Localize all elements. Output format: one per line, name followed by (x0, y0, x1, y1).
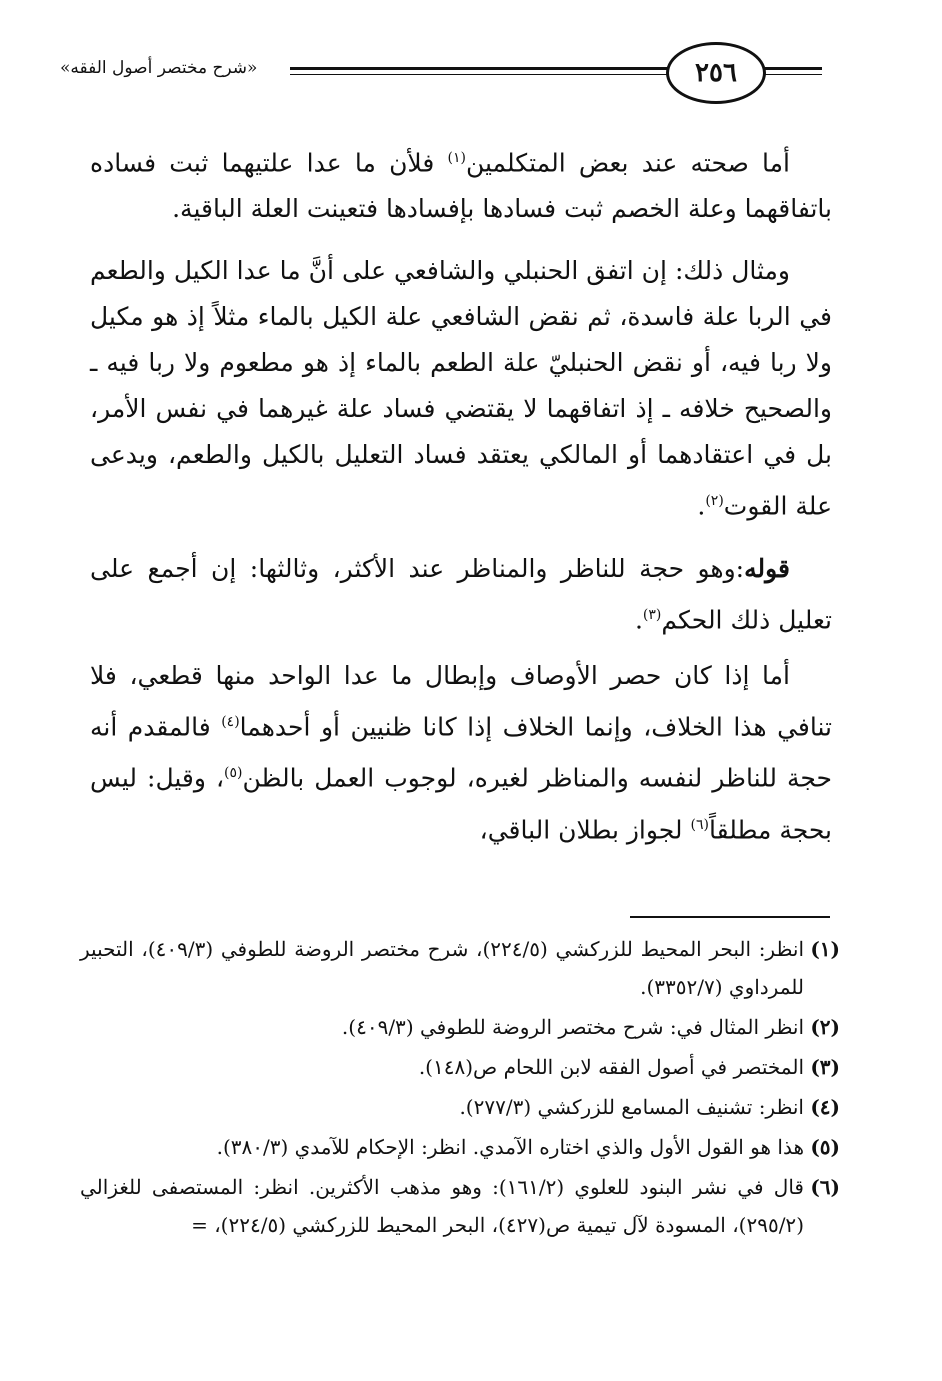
footnote-ref[interactable]: (٣) (642, 606, 662, 623)
footnotes (80, 930, 840, 1246)
footnote-number: (١) (810, 937, 840, 961)
footnote (80, 1168, 840, 1244)
footnote-number: (٥) (810, 1135, 840, 1159)
main-text (90, 135, 832, 869)
header-rule (290, 74, 678, 75)
footnote (80, 1008, 840, 1046)
paragraph: أما إذا كان حصر الأوصاف وإبطال ما عدا الواحد منها قطعي، فلا تنافي هذا الخلاف، وإنما الخلاف إذا كانا ظنيين أو أحدهما$^{(٤)}$ فالمقدم أنه حجة للناظر لنفسه والمناظر لغيره، لوجوب العمل بالظن$^{(٥)}$، وقيل: ليس بحجة مطلقاً$^{(٦)}$ لجواز بطلان الباقي، (90, 660, 832, 844)
footnote-ref[interactable]: (٤) (221, 713, 240, 730)
footnote-number: (٢) (810, 1015, 840, 1039)
footnote-text: قال في نشر البنود للعلوي (١٦١/٢): وهو مذهب الأكثرين. انظر: المستصفى للغزالي (٢٩٥/٢)، المسودة لآل تيمية ص(٤٢٧)، البحر المحيط للزركشي (٢٢٤/٥)، = (80, 1175, 804, 1237)
quote-label: قوله (744, 553, 790, 583)
footnote-text: انظر المثال في: شرح مختصر الروضة للطوفي (٤٠٩/٣). (341, 1015, 804, 1039)
page-number: ٢٥٦ (666, 42, 766, 104)
footnote-separator (630, 916, 830, 918)
footnote-number: (٦) (810, 1175, 840, 1199)
page-header (60, 38, 822, 108)
footnote (80, 1048, 840, 1086)
footnote-number: (٣) (810, 1055, 840, 1079)
footnote-ref[interactable]: (١) (447, 150, 466, 166)
footnote (80, 1128, 840, 1166)
paragraph: ومثال ذلك: إن اتفق الحنبلي والشافعي على أنَّ ما عدا الكيل والطعم في الربا علة فاسدة، ثم نقض الشافعي علة الكيل بالماء مثلاً إذ هو مكيل ولا ربا فيه، أو نقض الحنبليّ علة الطعم بالماء إذ هو مطعوم ولا ربا فيه ـ والصحيح خلافه ـ إذ اتفاقهما لا يقتضي فساد علة غيرهما في نفس الأمر، بل في اعتقادهما أو المالكي يعتقد فساد التعليل بالكيل والطعم، ويدعى علة القوت$^{(٢)}$. (90, 256, 832, 521)
header-rule (756, 67, 822, 70)
footnote-ref[interactable]: (٢) (705, 493, 724, 510)
paragraph: أما صحته عند بعض المتكلمين$^{(١)}$ فلأن ما عدا علتيهما ثبت فساده باتفاقهما وعلة الخصم ثبت فسادها بإفسادها فتعينت العلة الباقية. (90, 148, 832, 224)
footnote-text: المختصر في أصول الفقه لابن اللحام ص(١٤٨). (418, 1055, 804, 1079)
footnote-ref[interactable]: (٦) (690, 816, 709, 833)
footnote-ref[interactable]: (٥) (224, 765, 243, 782)
footnote-number: (٤) (810, 1095, 840, 1119)
book-title: «شرح مختصر أصول الفقه» (60, 58, 258, 78)
footnote (80, 1088, 840, 1126)
footnote-text: انظر: البحر المحيط للزركشي (٢٢٤/٥)، شرح مختصر الروضة للطوفي (٤٠٩/٣)، التحبير للمرداوي (٣٣٥٢/٧). (80, 937, 804, 999)
paragraph: قوله:وهو حجة للناظر والمناظر عند الأكثر، وثالثها: إن أجمع على تعليل ذلك الحكم$^{(٣)}$. (90, 553, 832, 634)
footnote-text: انظر: تشنيف المسامع للزركشي (٢٧٧/٣). (459, 1095, 804, 1119)
header-rule (290, 67, 678, 70)
footnote (80, 930, 840, 1006)
footnote-text: هذا هو القول الأول والذي اختاره الآمدي. انظر: الإحكام للآمدي (٣٨٠/٣). (216, 1135, 804, 1159)
